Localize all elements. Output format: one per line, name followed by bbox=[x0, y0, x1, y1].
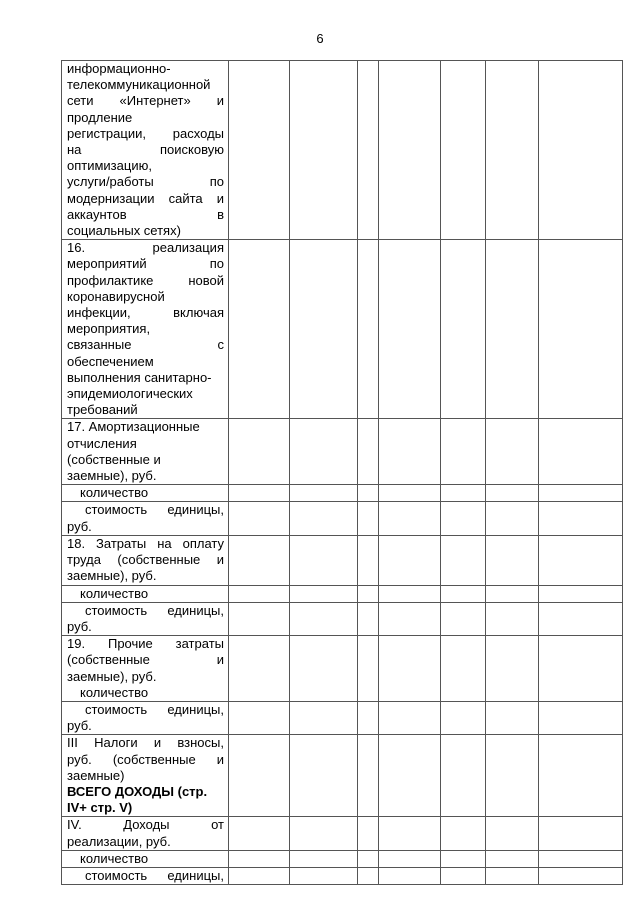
cell bbox=[379, 735, 441, 817]
row-label: III Налоги и взносы, руб. (собственные и заемные) ВСЕГО ДОХОДЫ (стр. IV+ стр. V) bbox=[62, 735, 229, 817]
cell bbox=[229, 735, 290, 817]
cell bbox=[441, 817, 486, 850]
row-label: стоимость единицы, bbox=[62, 867, 229, 884]
cell bbox=[441, 636, 486, 702]
table-row bbox=[62, 61, 623, 240]
cell bbox=[379, 485, 441, 502]
table-row bbox=[62, 502, 623, 535]
cell bbox=[358, 735, 379, 817]
cell bbox=[379, 535, 441, 585]
cell bbox=[358, 240, 379, 419]
cell bbox=[290, 602, 358, 635]
cell bbox=[229, 636, 290, 702]
cell bbox=[539, 636, 623, 702]
cell bbox=[539, 585, 623, 602]
row-label: 16. реализация мероприятий по профилактике новой коронавирусной инфекции, включая мероприятия, связанные с обеспечением выполнения санитарно- эпидемиологических требований bbox=[62, 240, 229, 419]
table-row bbox=[62, 636, 623, 702]
cell bbox=[486, 419, 539, 485]
cell bbox=[229, 602, 290, 635]
cell bbox=[486, 502, 539, 535]
cell bbox=[358, 485, 379, 502]
cell bbox=[441, 502, 486, 535]
cell bbox=[486, 485, 539, 502]
cell bbox=[441, 61, 486, 240]
cell bbox=[358, 817, 379, 850]
cell bbox=[290, 240, 358, 419]
cell bbox=[379, 602, 441, 635]
cell bbox=[229, 61, 290, 240]
cell bbox=[358, 419, 379, 485]
row-label: количество bbox=[62, 850, 229, 867]
cell bbox=[539, 602, 623, 635]
cell bbox=[441, 585, 486, 602]
cell bbox=[290, 817, 358, 850]
cell bbox=[358, 61, 379, 240]
page-number: 6 bbox=[316, 31, 324, 46]
cell bbox=[441, 850, 486, 867]
cell bbox=[290, 61, 358, 240]
cell bbox=[486, 636, 539, 702]
table-row bbox=[62, 867, 623, 884]
cell bbox=[539, 502, 623, 535]
cell bbox=[486, 61, 539, 240]
cell bbox=[486, 535, 539, 585]
table-row bbox=[62, 701, 623, 734]
row-label: стоимость единицы, руб. bbox=[62, 502, 229, 535]
row-label: 17. Амортизационные отчисления (собственные и заемные), руб. bbox=[62, 419, 229, 485]
cell bbox=[441, 535, 486, 585]
cell bbox=[379, 419, 441, 485]
cell bbox=[441, 735, 486, 817]
cell bbox=[539, 61, 623, 240]
cell bbox=[486, 867, 539, 884]
cell bbox=[358, 850, 379, 867]
table-row bbox=[62, 240, 623, 419]
row-label: 19. Прочие затраты (собственные и заемные), руб. количество bbox=[62, 636, 229, 702]
table-row bbox=[62, 535, 623, 585]
table-row bbox=[62, 585, 623, 602]
cell bbox=[290, 636, 358, 702]
cell bbox=[539, 701, 623, 734]
cell bbox=[229, 485, 290, 502]
table-row bbox=[62, 817, 623, 850]
table-row bbox=[62, 735, 623, 817]
cell bbox=[539, 485, 623, 502]
cell bbox=[229, 850, 290, 867]
cell bbox=[290, 701, 358, 734]
cell bbox=[290, 867, 358, 884]
cell bbox=[229, 502, 290, 535]
cell bbox=[539, 867, 623, 884]
cell bbox=[539, 240, 623, 419]
cell bbox=[379, 240, 441, 419]
row-label: стоимость единицы, руб. bbox=[62, 602, 229, 635]
cell bbox=[379, 817, 441, 850]
cell bbox=[290, 585, 358, 602]
cell bbox=[486, 850, 539, 867]
cell bbox=[290, 419, 358, 485]
cell bbox=[539, 735, 623, 817]
cell bbox=[229, 701, 290, 734]
cell bbox=[229, 867, 290, 884]
cell bbox=[486, 240, 539, 419]
table-row bbox=[62, 602, 623, 635]
row-label: количество bbox=[62, 585, 229, 602]
cell bbox=[539, 817, 623, 850]
cell bbox=[229, 535, 290, 585]
cell bbox=[358, 585, 379, 602]
cell bbox=[539, 850, 623, 867]
cell bbox=[229, 240, 290, 419]
cell bbox=[379, 850, 441, 867]
cell bbox=[441, 602, 486, 635]
cell bbox=[379, 61, 441, 240]
cell bbox=[379, 636, 441, 702]
cell bbox=[486, 735, 539, 817]
cell bbox=[539, 419, 623, 485]
cell bbox=[358, 701, 379, 734]
cell bbox=[486, 701, 539, 734]
row-label: 18. Затраты на оплату труда (собственные и заемные), руб. bbox=[62, 535, 229, 585]
cell bbox=[229, 585, 290, 602]
cell bbox=[358, 867, 379, 884]
table-row bbox=[62, 419, 623, 485]
cell bbox=[358, 636, 379, 702]
cell bbox=[486, 585, 539, 602]
cell bbox=[379, 502, 441, 535]
cell bbox=[229, 419, 290, 485]
cell bbox=[290, 535, 358, 585]
cell bbox=[486, 817, 539, 850]
cell bbox=[379, 701, 441, 734]
row-label: количество bbox=[62, 485, 229, 502]
cell bbox=[441, 867, 486, 884]
cell bbox=[441, 240, 486, 419]
cell bbox=[290, 485, 358, 502]
cell bbox=[290, 735, 358, 817]
cell bbox=[358, 535, 379, 585]
cost-table bbox=[61, 60, 623, 885]
table-row bbox=[62, 485, 623, 502]
cell bbox=[441, 701, 486, 734]
row-label: стоимость единицы, руб. bbox=[62, 701, 229, 734]
cell bbox=[539, 535, 623, 585]
cell bbox=[379, 585, 441, 602]
cell bbox=[358, 502, 379, 535]
cell bbox=[486, 602, 539, 635]
row-label: информационно- телекоммуникационной сети «Интернет» и продление регистрации, расходы на поисковую оптимизацию, услуги/работы по модернизации сайта и аккаунтов в социальных сетях) bbox=[62, 61, 229, 240]
cell bbox=[441, 419, 486, 485]
cell bbox=[358, 602, 379, 635]
cell bbox=[441, 485, 486, 502]
cell bbox=[229, 817, 290, 850]
table-row bbox=[62, 850, 623, 867]
cell bbox=[290, 850, 358, 867]
cell bbox=[379, 867, 441, 884]
row-label: IV. Доходы от реализации, руб. bbox=[62, 817, 229, 850]
cell bbox=[290, 502, 358, 535]
